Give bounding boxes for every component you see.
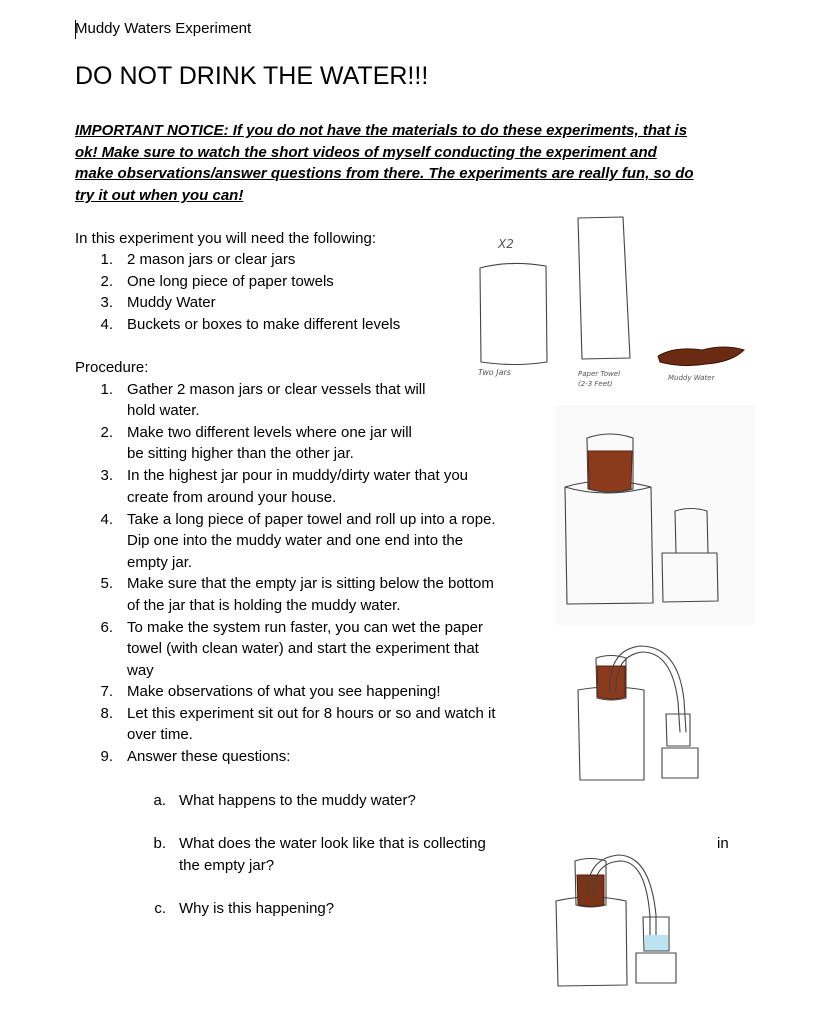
short-box-drawing: [662, 748, 698, 778]
list-item: Buckets or boxes to make different levels: [127, 316, 401, 333]
short-box-drawing: [636, 953, 676, 983]
jars-label: Two Jars: [478, 368, 511, 377]
list-item: One long piece of paper towels: [127, 273, 334, 290]
document-title: Muddy Waters Experiment: [75, 20, 252, 37]
list-item-line: Make sure that the empty jar is sitting below the bottom: [127, 575, 494, 592]
muddy-water-fill: [577, 875, 604, 907]
list-number: 6.: [100, 619, 113, 636]
list-number: 1.: [100, 251, 113, 268]
notice-line: make observations/answer questions from there. The experiments are really fun, so do: [75, 165, 694, 182]
list-item-line: To make the system run faster, you can wet the paper: [127, 619, 484, 636]
list-number: 2.: [100, 424, 113, 441]
setup-sketch: [555, 405, 755, 625]
question-letter: a.: [153, 792, 166, 809]
list-number: 9.: [100, 748, 113, 765]
list-number: 4.: [100, 511, 113, 528]
list-item-line: In the highest jar pour in muddy/dirty water that you: [127, 467, 469, 484]
list-number: 8.: [100, 705, 113, 722]
list-number: 3.: [100, 467, 113, 484]
list-item-line: over time.: [127, 726, 193, 743]
list-item-line: way: [127, 662, 154, 679]
multiplier-label: X2: [498, 237, 514, 251]
list-item-line: Answer these questions:: [127, 748, 291, 765]
notice-line: IMPORTANT NOTICE: If you do not have the materials to do these experiments, that is: [75, 122, 688, 139]
wicking-sketch: [570, 640, 710, 785]
question-trailing-word: in: [717, 835, 729, 852]
list-item-line: towel (with clean water) and start the experiment that: [127, 640, 479, 657]
question-line: What does the water look like that is collecting: [179, 835, 486, 852]
paper-towel-drawing: [578, 217, 630, 359]
list-item-line: be sitting higher than the other jar.: [127, 445, 354, 462]
list-item-line: Let this experiment sit out for 8 hours or so and watch it: [127, 705, 496, 722]
mud-pile-drawing: [658, 347, 744, 366]
list-number: 5.: [100, 575, 113, 592]
list-number: 7.: [100, 683, 113, 700]
tall-box-drawing: [578, 687, 644, 780]
towel-size-label: (2-3 Feet): [578, 380, 613, 388]
question-line: the empty jar?: [179, 857, 275, 874]
list-number: 3.: [100, 294, 113, 311]
list-item-line: Dip one into the muddy water and one end into the: [127, 532, 464, 549]
clean-water-fill: [645, 935, 668, 951]
list-item: 2 mason jars or clear jars: [127, 251, 296, 268]
notice-line: ok! Make sure to watch the short videos of myself conducting the experiment and: [75, 144, 657, 161]
question-letter: b.: [153, 835, 166, 852]
result-sketch: [552, 845, 692, 990]
question-line: What happens to the muddy water?: [179, 792, 416, 809]
list-item-line: Make observations of what you see happening!: [127, 683, 441, 700]
list-item-line: empty jar.: [127, 554, 193, 571]
list-number: 1.: [100, 381, 113, 398]
towel-label: Paper Towel: [578, 370, 621, 378]
question-line: Why is this happening?: [179, 900, 335, 917]
list-item-line: of the jar that is holding the muddy water.: [127, 597, 401, 614]
tall-box-drawing: [556, 897, 627, 986]
list-item-line: hold water.: [127, 402, 200, 419]
muddy-water-fill: [597, 666, 625, 699]
list-number: 4.: [100, 316, 113, 333]
question-letter: c.: [154, 900, 166, 917]
notice-line: try it out when you can!: [75, 187, 244, 204]
materials-sketch: [470, 210, 760, 395]
muddy-label: Muddy Water: [668, 374, 715, 382]
warning-heading: DO NOT DRINK THE WATER!!!: [75, 62, 429, 90]
list-item-line: Make two different levels where one jar will: [127, 424, 412, 441]
jar-drawing: [480, 263, 547, 364]
list-item: Muddy Water: [127, 294, 216, 311]
list-number: 2.: [100, 273, 113, 290]
procedure-label: Procedure:: [75, 359, 149, 376]
list-item-line: Gather 2 mason jars or clear vessels that will: [127, 381, 426, 398]
list-item-line: Take a long piece of paper towel and roll up into a rope.: [127, 511, 496, 528]
muddy-water-fill: [588, 451, 632, 492]
list-item-line: create from around your house.: [127, 489, 337, 506]
materials-intro: In this experiment you will need the following:: [75, 230, 376, 247]
